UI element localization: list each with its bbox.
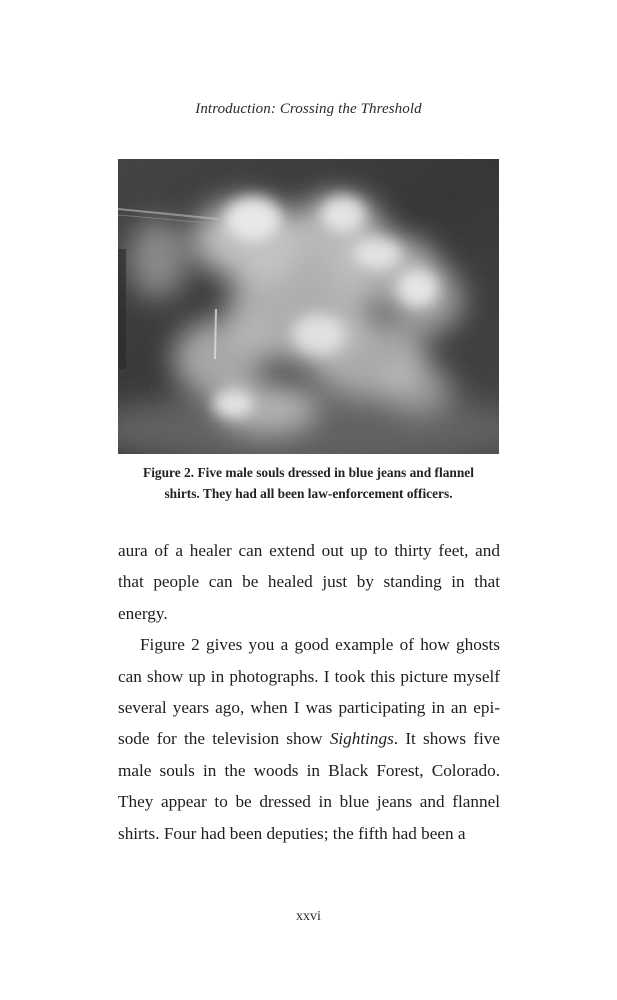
p2-line-7: shirts. Four had been deputies; the fifth had been a [118,823,466,843]
caption-line-1: Figure 2. Five male souls dressed in blue jeans and flannel [143,465,474,480]
p1-line-1: aura of a healer can extend out up to thirty feet, and [118,541,500,560]
paragraph-2 [118,629,500,849]
caption-line-2: shirts. They had all been law-enforcement officers. [164,486,453,501]
running-head: Introduction: Crossing the Threshold [195,101,422,117]
p2-line-3: several years ago, when I was participating in an epi- [118,698,500,718]
body-text [118,535,500,849]
figure-caption [100,462,517,504]
p2-line-4b: . It shows five [393,729,500,749]
p2-line-1: Figure 2 gives you a good example of how ghosts [140,635,500,655]
ghost-photo-image [118,159,499,454]
paragraph-1 [118,535,500,629]
p2-line-2: can show up in photographs. I took this picture myself [118,666,500,686]
ghost-photograph [118,159,499,454]
p2-line-4a: sode for the television show [118,729,330,749]
p2-line-5: male souls in the woods in Black Forest, Colorado. [118,760,500,780]
page-number: xxvi [296,909,321,924]
p1-line-3: energy. [118,603,168,623]
show-title: Sightings [329,729,394,749]
p2-line-6: They appear to be dressed in blue jeans and flannel [118,792,500,812]
p1-line-2: that people can be healed just by standing in that [118,572,500,592]
